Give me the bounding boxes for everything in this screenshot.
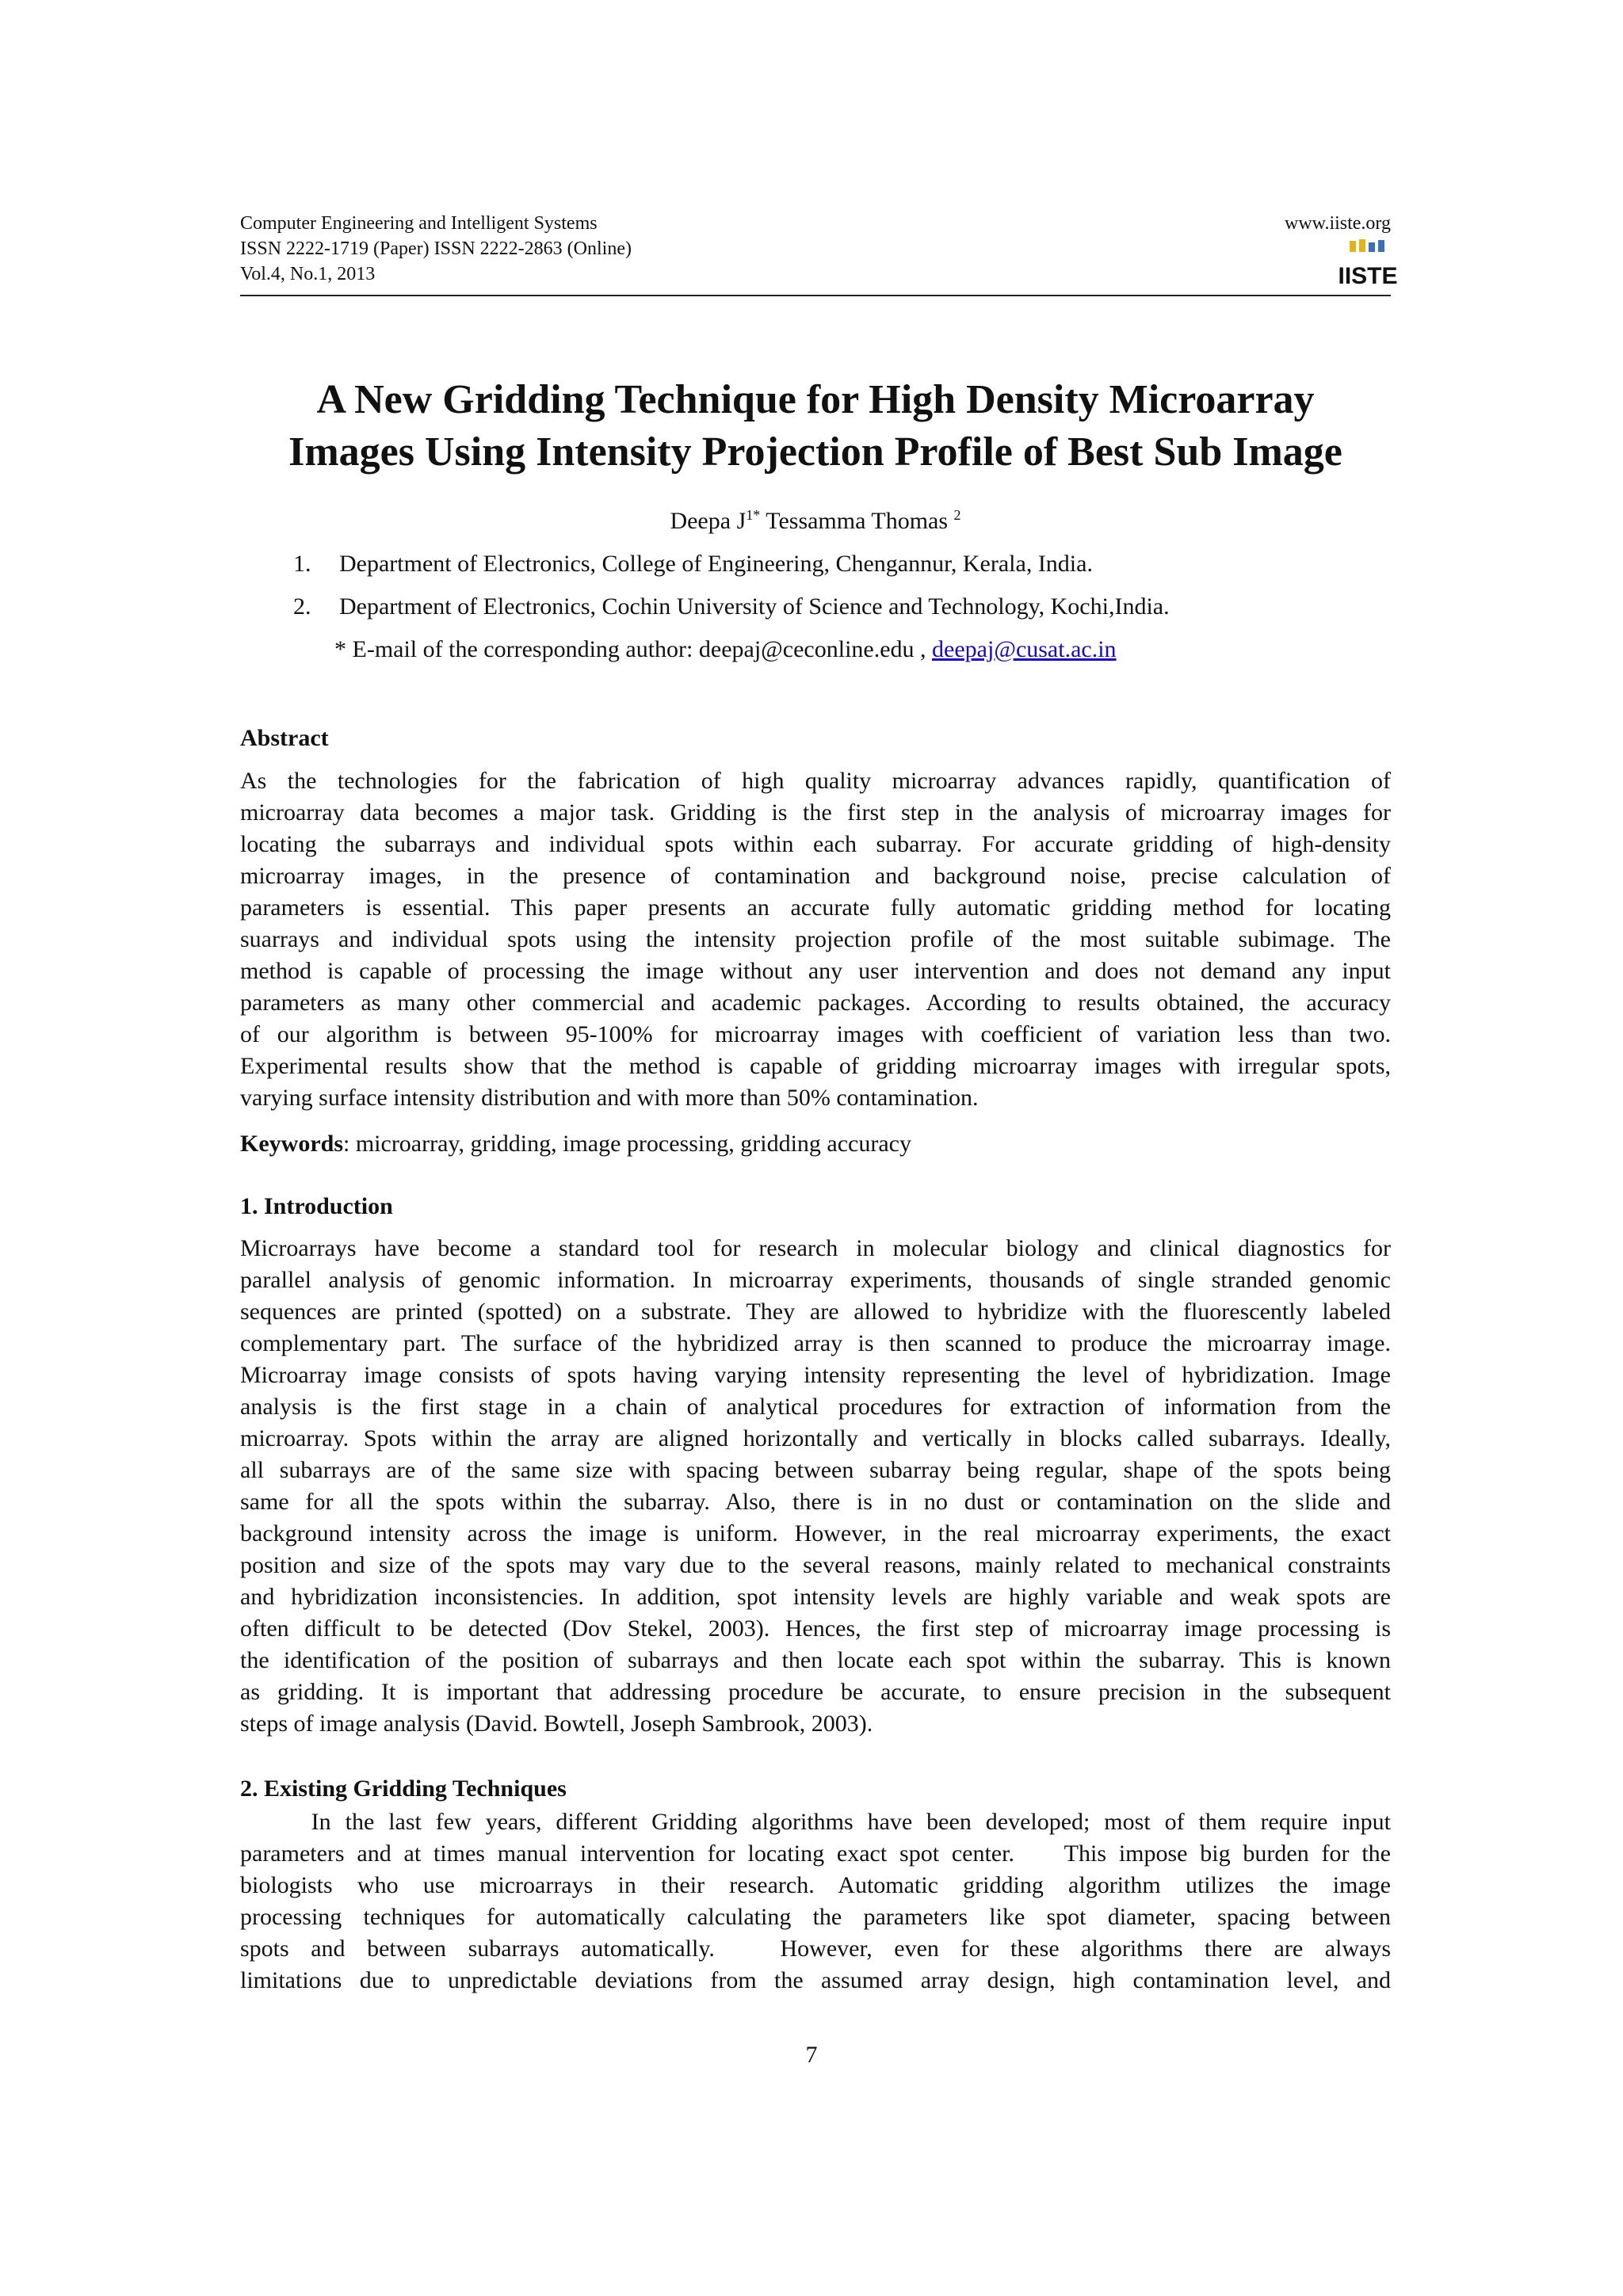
paper-title (240, 374, 1391, 479)
section-2-line: parameters and at times manual intervention for locating exact spot center. This impose big burden for the (240, 1840, 1391, 1867)
section-1-line: sequences are printed (spotted) on a substrate. They are allowed to hybridize with the fluorescently labeled (240, 1299, 1391, 1325)
journal-issn: ISSN 2222-1719 (Paper) ISSN 2222-2863 (Online) (240, 238, 632, 259)
section-1-line: background intensity across the image is uniform. However, in the real microarray experiments, the exact (240, 1520, 1391, 1547)
section-1-line: and hybridization inconsistencies. In addition, spot intensity levels are highly variable and weak spots are (240, 1584, 1391, 1610)
section-2-line: processing techniques for automatically calculating the parameters like spot diameter, spacing between (240, 1904, 1391, 1930)
authors (240, 505, 1391, 537)
section-1-line: position and size of the spots may vary due to the several reasons, mainly related to mechanical constraints (240, 1552, 1391, 1578)
email-prefix: * E-mail of the corresponding author: deepaj@ceconline.edu , (334, 636, 933, 662)
abstract-line: As the technologies for the fabrication of high quality microarray advances rapidly, quantification of (240, 768, 1391, 794)
section-1-line: often difficult to be detected (Dov Stekel, 2003). Hences, the first step of microarray image processing is (240, 1615, 1391, 1642)
journal-volume: Vol.4, No.1, 2013 (240, 264, 376, 284)
abstract-line: microarray data becomes a major task. Gridding is the first step in the analysis of microarray images for (240, 799, 1391, 826)
affiliation-2-text: Department of Electronics, Cochin University of Science and Technology, Kochi,India. (339, 593, 1170, 620)
abstract-line: parameters as many other commercial and academic packages. According to results obtained, the accuracy (240, 990, 1391, 1016)
abstract-line: method is capable of processing the image without any user intervention and does not demand any input (240, 958, 1391, 984)
email-link[interactable]: deepaj@cusat.ac.in (932, 636, 1117, 662)
section-1-line: complementary part. The surface of the hybridized array is then scanned to produce the microarray image. (240, 1330, 1391, 1356)
abstract-line: suarrays and individual spots using the intensity projection profile of the most suitable subimage. The (240, 926, 1391, 952)
journal-name: Computer Engineering and Intelligent Systems (240, 213, 598, 234)
section-1-line: same for all the spots within the subarray. Also, there is in no dust or contamination on the slide and (240, 1489, 1391, 1515)
author-1: Deepa J (670, 508, 747, 534)
affiliation-1-number: 1. (293, 551, 311, 577)
abstract-text (240, 765, 1391, 1114)
journal-website[interactable]: www.iiste.org (1285, 213, 1391, 234)
abstract-line: parameters is essential. This paper presents an accurate fully automatic gridding method for locating (240, 894, 1391, 921)
section-2-heading: 2. Existing Gridding Techniques (240, 1775, 567, 1802)
keywords (240, 1128, 911, 1160)
section-1-line: parallel analysis of genomic information. In microarray experiments, thousands of single stranded genomic (240, 1267, 1391, 1293)
abstract-line: Experimental results show that the method is capable of gridding microarray images with irregular spots, (240, 1053, 1391, 1079)
title-line-1: A New Gridding Technique for High Density Microarray (316, 377, 1315, 422)
section-2-line: In the last few years, different Gridding algorithms have been developed; most of them require input (240, 1809, 1391, 1835)
section-2-line: limitations due to unpredictable deviations from the assumed array design, high contamination level, and (240, 1967, 1391, 1993)
section-1-text (240, 1233, 1391, 1740)
section-2-text (240, 1806, 1391, 1997)
header-rule (240, 295, 1391, 296)
affiliation-2 (293, 591, 1170, 623)
section-1-line: microarray. Spots within the array are aligned horizontally and vertically in blocks called subarrays. Ideally, (240, 1425, 1391, 1451)
keywords-label: Keywords (240, 1131, 343, 1157)
section-1-line: Microarray image consists of spots having varying intensity representing the level of hybridization. Image (240, 1362, 1391, 1388)
abstract-line: microarray images, in the presence of contamination and background noise, precise calculation of (240, 863, 1391, 889)
section-1-line: as gridding. It is important that addressing procedure be accurate, to ensure precision in the subsequent (240, 1679, 1391, 1705)
section-1-line: the identification of the position of subarrays and then locate each spot within the subarray. This is known (240, 1647, 1391, 1673)
affiliation-2-number: 2. (293, 593, 311, 620)
keywords-text: : microarray, gridding, image processing, gridding accuracy (343, 1131, 911, 1157)
section-1-line: analysis is the first stage in a chain of analytical procedures for extraction of information from the (240, 1394, 1391, 1420)
page-number: 7 (805, 2042, 818, 2068)
section-1-heading: 1. Introduction (240, 1193, 393, 1219)
journal-header (240, 211, 1398, 298)
author-2: Tessamma Thomas (766, 508, 949, 534)
section-1-line: all subarrays are of the same size with spacing between subarray being regular, shape of the spots being (240, 1457, 1391, 1483)
corresponding-email (334, 634, 1117, 666)
abstract-line: varying surface intensity distribution and with more than 50% contamination. (240, 1085, 979, 1111)
section-2-line: biologists who use microarrays in their research. Automatic gridding algorithm utilizes the image (240, 1872, 1391, 1898)
svg-text:IISTE: IISTE (1338, 263, 1398, 289)
author-2-affiliation-mark: 2 (953, 507, 961, 523)
journal-info (240, 211, 632, 287)
affiliation-1 (293, 548, 1093, 580)
abstract-line: of our algorithm is between 95-100% for microarray images with coefficient of variation less than two. (240, 1021, 1391, 1047)
author-1-affiliation-mark: 1* (746, 507, 761, 523)
affiliation-1-text: Department of Electronics, College of Engineering, Chengannur, Kerala, India. (339, 551, 1093, 577)
section-1-line: Microarrays have become a standard tool for research in molecular biology and clinical diagnostics for (240, 1235, 1391, 1261)
section-2-line: spots and between subarrays automatically. However, even for these algorithms there are always (240, 1936, 1391, 1962)
title-line-2: Images Using Intensity Projection Profile of Best Sub Image (288, 429, 1342, 475)
iiste-logo (1338, 238, 1398, 289)
abstract-line: locating the subarrays and individual spots within each subarray. For accurate gridding of high-density (240, 831, 1391, 857)
section-1-line: steps of image analysis (David. Bowtell, Joseph Sambrook, 2003). (240, 1711, 873, 1737)
abstract-heading: Abstract (240, 725, 329, 751)
